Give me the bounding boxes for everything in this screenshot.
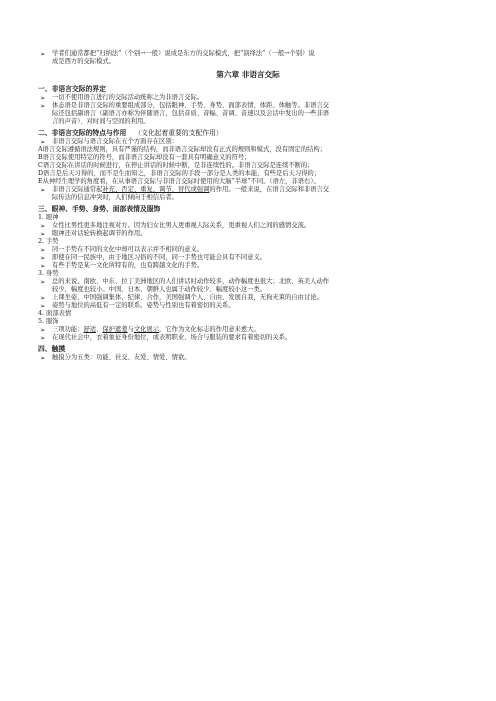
bullet-item [38, 246, 458, 254]
bullet-item [38, 222, 458, 230]
section-heading-4: 四、触摸 [38, 345, 66, 353]
text-line: 触摸分为五类：功能、社交、友爱、情爱、情欲。 [52, 354, 191, 361]
bullet-item [38, 254, 458, 262]
text-segment: 与 [127, 326, 134, 333]
underlined-text: 保护遮羞 [102, 326, 128, 333]
text-line: 总的来说，南欧、中东、拉丁美洲地区的人们讲话时动作较多，动作幅度也很大；北欧、英美人动作 [52, 278, 330, 285]
text-segment: ，它作为文化标志的作用意来愈大。 [159, 326, 260, 333]
bullet-item [38, 294, 458, 302]
heading-text: 二、非语言交际的特点与作用 [38, 129, 127, 137]
subheading-posture: 3. 身势 [38, 270, 59, 277]
text-line: 言的声音）、对时间与空间的利用。 [52, 118, 150, 125]
section-heading-2 [38, 128, 458, 138]
section-heading-3: 三、眼神、手势、身势、面部表情及服饰 [38, 205, 161, 213]
bullet-item [38, 94, 458, 102]
subheading-clothing: 5. 服饰 [38, 318, 59, 325]
list-item-a: A语言交际遵循语法规则，具有严谨的结构，而非语言交际却没有正式的规则和模式，没有固定的结构； [38, 146, 326, 153]
underlined-text: 舒适 [83, 326, 97, 333]
arrow-bullet-icon: ➢ [40, 294, 46, 302]
arrow-bullet-icon: ➢ [40, 222, 46, 230]
subheading-gestures: 2. 手势 [38, 238, 59, 245]
arrow-bullet-icon: ➢ [40, 334, 46, 342]
bullet-item [38, 334, 458, 342]
text-line: 有些手势是某一文化所特有的，也有跨越文化的手势。 [52, 262, 204, 269]
arrow-bullet-icon: ➢ [40, 246, 46, 254]
text-segment: 三项功能： [52, 326, 84, 333]
text-line: 姿势与地位的高低有一定的联系。姿势与性别也有着密切的关系。 [52, 302, 235, 309]
text-segment: 非语言交际通常起 [52, 186, 103, 193]
arrow-bullet-icon: ➢ [40, 354, 46, 362]
bullet-item [38, 278, 458, 286]
chapter-title: 第六章 非语言交际 [216, 70, 280, 79]
text-line: 女性比男性更多地注视对方。因为妇女比男人更重视人际关系，更重视人们之间的感情交流。 [52, 222, 311, 229]
text-line: 学者们通常都把“归纳法”（个别→一般）说成是东方的交际模式，把“演绎法”（一般→个别）说 [52, 50, 315, 57]
text-line: 较少，幅度也较小。中国、日本、朝鲜人也属于动作较少、幅度较小这一类。 [52, 286, 267, 293]
bullet-item [38, 326, 458, 334]
arrow-bullet-icon: ➢ [40, 138, 46, 146]
text-line: 眼神还对话轮转换起调节的作用。 [52, 230, 147, 237]
text-line: 际传达的信息冲突时，人们倾向于相信后者。 [52, 194, 178, 201]
text-line: 一切不使用语言进行的交际活动统称之为非语言交际。 [52, 94, 204, 101]
bullet-item [38, 262, 458, 270]
arrow-bullet-icon: ➢ [40, 94, 46, 102]
heading-note: （文化起着重要的支配作用） [134, 129, 223, 137]
list-item-d: D语言是后天习得的，而不是生而知之，非语言交际的手段一部分是人类的本能，有些是后天习得的； [38, 170, 321, 177]
bullet-item [38, 102, 458, 110]
bullet-item [38, 186, 458, 194]
arrow-bullet-icon: ➢ [40, 262, 46, 270]
arrow-bullet-icon: ➢ [40, 326, 46, 334]
text-line: 体态语是非语言交际的重要组成部分，包括眼神、手势、身势、面部表情、体距、体触等。非语言交 [52, 102, 330, 109]
text-line: 非语言交际与语言交际在五个方面存在区别： [52, 138, 178, 145]
arrow-bullet-icon: ➢ [40, 230, 46, 238]
text-line: 成是西方的交际模式。 [52, 58, 115, 65]
arrow-bullet-icon: ➢ [40, 102, 46, 110]
list-item-b: B语言交际使用特定的符号，而非语言交际却没有一套具有明确意义的符号； [38, 154, 251, 161]
paragraph-induction-deduction [38, 50, 458, 58]
list-item-c: C语言交际在讲话的时候进行，在停止讲话的时候中断，是非连续性的。非语言交际是连续不断的； [38, 162, 314, 169]
section-heading-1: 一、非语言交际的界定 [38, 85, 106, 93]
text-line: 在现代社会中，衣着象征身份地位，或表明职业、场合与服装的要求有着密切的关系。 [52, 334, 292, 341]
bullet-item [38, 302, 458, 310]
subheading-facial-expression: 4. 面部表情 [38, 310, 72, 317]
arrow-bullet-icon: ➢ [40, 302, 46, 310]
underlined-text: 文化展示 [133, 326, 160, 333]
subheading-eyes: 1. 眼神 [38, 214, 59, 221]
list-item-e: E从神经生理学的角度看，在从事语言交际与非语言交际时使用的大脑“半球”不同。（语左，非语右）。 [38, 178, 320, 185]
text-line: 同一手势在不同的文化中却可以表示并不相同的意义。 [52, 246, 204, 253]
text-line: 即使在同一民族中，由于地区习俗的不同，同一手势也可能会具有不同意义。 [52, 254, 267, 261]
text-segment: 、 [96, 326, 103, 333]
text-segment: 的作用。一般来说，在语言交际和非语言交 [209, 186, 330, 193]
text-line: 上课坐姿，中国强调集体、纪律、合作，美国强调个人、自由、发展自我，无拘无束的自由讨论。 [52, 294, 323, 301]
text-line: 际还包括副语言（副语言亦称为伴随语言，包括音质、音幅、音调、音速以及会话中发出的一些非语 [52, 110, 330, 117]
arrow-bullet-icon: ➢ [40, 278, 46, 286]
arrow-bullet-icon: ➢ [40, 50, 46, 58]
bullet-item [38, 354, 458, 362]
bullet-item [38, 138, 458, 146]
arrow-bullet-icon: ➢ [40, 254, 46, 262]
arrow-bullet-icon: ➢ [40, 186, 46, 194]
underlined-text: 补充、否定、重复、调节、替代或强调 [102, 186, 210, 193]
bullet-item [38, 230, 458, 238]
